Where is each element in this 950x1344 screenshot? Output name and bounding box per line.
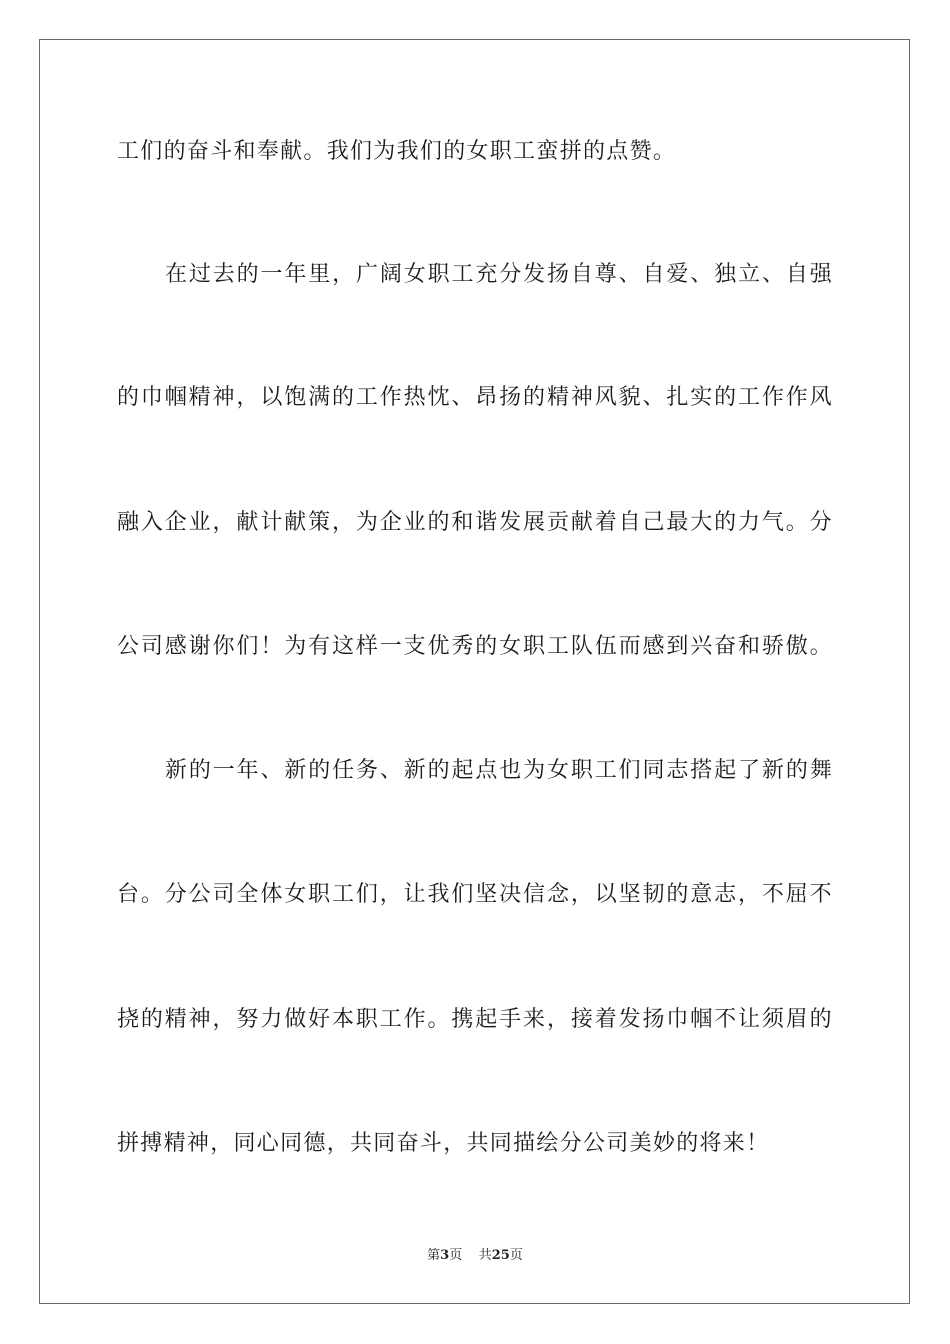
- page-footer: [0, 1247, 950, 1265]
- body-line-5: 公司感谢你们！为有这样一支优秀的女职工队伍而感到兴奋和骄傲。: [117, 634, 833, 659]
- body-line-3: 的巾帼精神，以饱满的工作热忱、昂扬的精神风貌、扎实的工作作风: [117, 385, 833, 410]
- footer-page-number: 3: [440, 1248, 450, 1263]
- body-line-9: 拼搏精神，同心同德，共同奋斗，共同描绘分公司美妙的将来！: [117, 1131, 770, 1156]
- footer-total-prefix: 共: [478, 1248, 492, 1263]
- body-line-1: 工们的奋斗和奉献。我们为我们的女职工蛮拼的点赞。: [117, 139, 677, 164]
- body-line-7: 台。分公司全体女职工们，让我们坚决信念，以坚韧的意志，不屈不: [117, 882, 833, 907]
- footer-page-prefix: 第: [427, 1248, 441, 1263]
- body-line-2: 在过去的一年里，广阔女职工充分发扬自尊、自爱、独立、自强: [165, 262, 833, 287]
- body-line-8: 挠的精神，努力做好本职工作。携起手来，接着发扬巾帼不让须眉的: [117, 1007, 833, 1032]
- body-line-4: 融入企业，献计献策，为企业的和谐发展贡献着自己最大的力气。分: [117, 510, 833, 535]
- footer-total-suffix: 页: [509, 1248, 523, 1263]
- body-line-6: 新的一年、新的任务、新的起点也为女职工们同志搭起了新的舞: [165, 758, 833, 783]
- footer-page-suffix: 页: [449, 1248, 463, 1263]
- page-frame: [39, 39, 910, 1304]
- footer-total-pages: 25: [491, 1248, 510, 1263]
